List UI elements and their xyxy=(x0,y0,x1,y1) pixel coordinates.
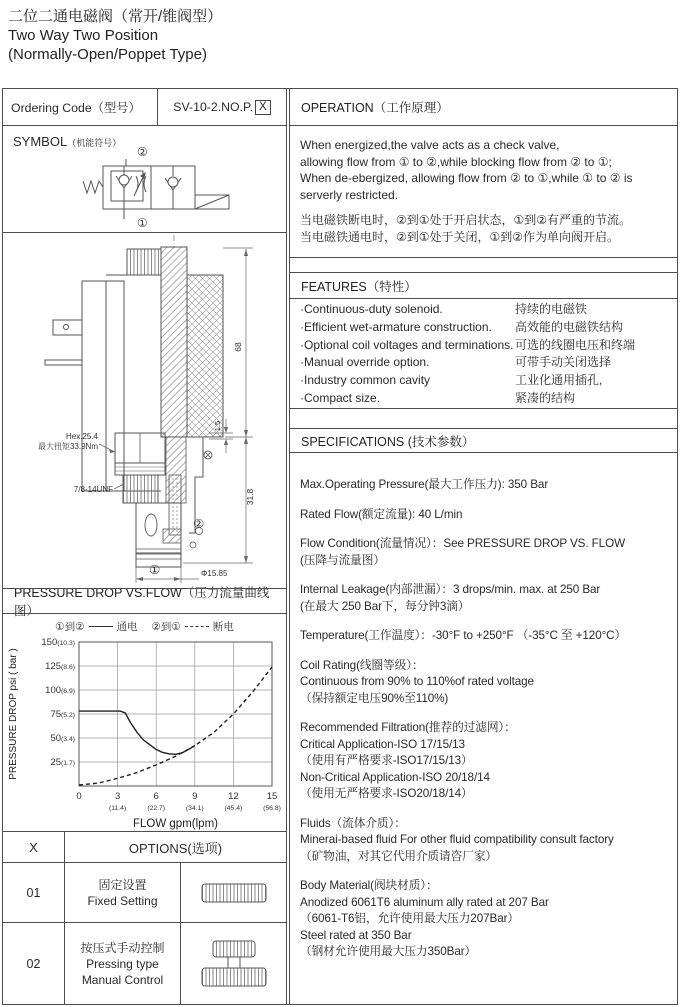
option-row-02 xyxy=(3,923,286,1004)
option-01-code: 01 xyxy=(3,863,65,922)
ordering-code-row xyxy=(3,89,286,126)
operation-line-zh: 当电磁铁断电时，②到①处于开启状态，①到②有严重的节流。 xyxy=(300,213,632,227)
symbol-port-2-label: ② xyxy=(137,145,148,159)
drawing-port-1-label: ① xyxy=(149,563,161,577)
ordering-code-x-box: X xyxy=(255,100,271,115)
spec-paragraph: Max.Operating Pressure(最大工作压力): 350 Bar xyxy=(300,478,549,491)
options-table xyxy=(3,832,286,1004)
feature-item xyxy=(300,390,667,408)
svg-text:0: 0 xyxy=(76,791,82,802)
feature-zh: 可选的线圈电压和终端 xyxy=(515,337,636,352)
left-column xyxy=(3,89,287,1004)
legend-line-swatch xyxy=(185,626,209,627)
features-list xyxy=(290,299,677,409)
feature-item xyxy=(300,319,667,337)
chart-legend xyxy=(3,619,286,634)
valve-cross-section-drawing xyxy=(3,233,286,589)
feature-en: ·Optional coil voltages and terminations. xyxy=(300,337,514,352)
svg-text:125(8.6): 125(8.6) xyxy=(45,661,75,672)
legend-item: ②到① 断电 xyxy=(151,621,234,633)
svg-text:15: 15 xyxy=(266,791,278,802)
spec-paragraph: Fluids（流体介质）： Minerai-based fluid For other fluid compatibility consult factory （矿物油，对其它代用介质请咨厂家） xyxy=(300,816,614,863)
dim-68-label: 68 xyxy=(233,342,243,352)
options-header-row xyxy=(3,832,286,863)
legend-line-swatch xyxy=(89,626,113,627)
drawing-port-2-label: ② xyxy=(193,517,205,531)
option-02-code: 02 xyxy=(3,923,65,1004)
operation-header: OPERATION（工作原理） xyxy=(290,89,677,126)
spec-paragraph: Internal Leakage(内部泄漏）：3 drops/min. max. at 250 Bar (在最大 250 Bar下，每分钟3滴） xyxy=(300,583,601,613)
feature-zh: 工业化通用插孔, xyxy=(515,373,603,388)
spec-paragraph: Body Material(阀块材质）： Anodized 6061T6 aluminum ally rated at 207 Bar （6061-T6铝，允许使用最大压力207Bar） Steel rated at 350 Bar （钢材允许使用最大压力350Bar） xyxy=(300,879,549,958)
option-01-description: 固定设置 Fixed Setting xyxy=(65,863,181,922)
main-table xyxy=(2,88,678,1005)
feature-en: ·Industry common cavity xyxy=(300,373,431,388)
torque-label: 最大扭矩33.9Nm xyxy=(37,442,98,451)
feature-zh: 可带手动关闭选择 xyxy=(515,355,612,370)
feature-zh: 持续的电磁铁 xyxy=(515,302,588,316)
chart-plot-area xyxy=(3,634,286,835)
svg-text:75(5.2): 75(5.2) xyxy=(50,709,75,720)
options-header-x: X xyxy=(3,832,65,862)
svg-text:(22.7): (22.7) xyxy=(147,805,166,812)
feature-en: ·Manual override option. xyxy=(300,355,430,370)
options-header-title: OPTIONS(选项) xyxy=(128,840,223,856)
title-en-1: Two Way Two Position xyxy=(8,27,159,44)
dim-31-8-label: 31.8 xyxy=(245,488,255,506)
feature-item xyxy=(300,301,667,319)
svg-text:150(10.3): 150(10.3) xyxy=(41,637,75,648)
manual-control-knob-icon xyxy=(181,923,286,1004)
spacer-row xyxy=(290,258,677,273)
right-column xyxy=(289,89,677,1004)
svg-text:(56.8): (56.8) xyxy=(263,805,281,812)
spec-paragraph: Temperature(工作温度）：-30°F to +250°F （-35°C 至 +120°C） xyxy=(300,629,627,642)
operation-line: serverly restricted. xyxy=(300,187,399,202)
svg-text:(45.4): (45.4) xyxy=(224,805,243,812)
spec-paragraph: Coil Rating(线圈等级）： Continuous from 90% to 110%of rated voltage （保持额定电压90%至110%) xyxy=(300,658,534,705)
symbol-cell xyxy=(3,126,286,233)
svg-text:(34.1): (34.1) xyxy=(185,805,204,812)
operation-text-zh xyxy=(300,212,667,245)
svg-text:(11.4): (11.4) xyxy=(108,805,127,812)
ordering-code-value: SV-10-2.NO.P. X xyxy=(158,89,286,125)
valve-drawing-cell xyxy=(3,233,286,589)
legend-item: ①到② 通电 xyxy=(55,621,138,633)
chart-section-header: PRESSURE DROP VS.FLOW（压力流量曲线图） xyxy=(3,589,286,614)
feature-zh: 紧凑的结构 xyxy=(515,390,576,405)
svg-text:100(6.9): 100(6.9) xyxy=(45,685,75,696)
svg-text:25(1.7): 25(1.7) xyxy=(50,757,75,768)
specifications-header: SPECIFICATIONS (技术参数） xyxy=(290,429,677,453)
svg-text:6: 6 xyxy=(153,791,159,802)
dim-diameter-label: Φ15.85 xyxy=(201,569,228,578)
operation-line-zh: 当电磁铁通电时，②到①处于关闭，①到②作为单向阀开启。 xyxy=(300,229,620,244)
option-02-description: 按压式手动控制 Pressing type Manual Control xyxy=(65,923,181,1004)
svg-text:3: 3 xyxy=(114,791,121,802)
chart-svg xyxy=(3,634,286,830)
svg-text:FLOW gpm(lpm): FLOW gpm(lpm) xyxy=(133,818,218,830)
svg-text:12: 12 xyxy=(228,791,239,802)
svg-text:PRESSURE DROP psi ( bar ): PRESSURE DROP psi ( bar ) xyxy=(8,648,19,780)
svg-text:50(3.4): 50(3.4) xyxy=(50,733,75,744)
operation-line: allowing flow from ① to ②,while blocking flow from ② to ①; xyxy=(300,154,612,169)
feature-en: ·Efficient wet-armature construction. xyxy=(300,319,492,334)
features-header: FEATURES（特性） xyxy=(290,273,677,299)
symbol-port-1-label: ① xyxy=(137,216,148,230)
spec-paragraph: Flow Condition(流量情况）：See PRESSURE DROP VS. FLOW (压降与流量图） xyxy=(300,537,626,567)
operation-body xyxy=(290,126,677,258)
spec-paragraph: Rated Flow(额定流量): 40 L/min xyxy=(300,507,463,521)
feature-zh: 高效能的电磁铁结构 xyxy=(515,319,624,334)
symbol-label: SYMBOL（机能符号） xyxy=(13,134,122,149)
pressure-flow-chart xyxy=(3,614,286,832)
specifications-body xyxy=(290,453,677,1004)
title-zh: 二位二通电磁阀（常开/锥阀型） xyxy=(8,8,223,25)
feature-item xyxy=(300,354,667,372)
hex-size-label: Hex.25.4 xyxy=(65,432,98,441)
feature-item xyxy=(300,372,667,390)
operation-line: When de-ebergized, allowing flow from ② to ①,while ① to ② is xyxy=(300,171,633,185)
coil-terminals xyxy=(45,320,82,365)
page-title xyxy=(8,7,222,64)
feature-en: ·Compact size. xyxy=(300,390,381,405)
feature-item xyxy=(300,337,667,355)
operation-text-en xyxy=(300,137,667,203)
dim-1-5-label: 1.5 xyxy=(213,420,222,432)
spec-paragraph: Recommended Filtration(推荐的过滤网）： Critical Application-ISO 17/15/13 （使用有严格要求-ISO17/15/13） Non-Critical Application-ISO 20/18/14 （使用无严格要求-ISO20/18/14） xyxy=(300,721,516,800)
operation-line: When energized,the valve acts as a check valve, xyxy=(300,138,560,152)
thread-label: 7/8-14UNF xyxy=(73,485,113,494)
fixed-setting-nut-icon xyxy=(181,863,286,922)
feature-en: ·Continuous-duty solenoid. xyxy=(300,302,443,316)
spacer-row xyxy=(290,409,677,429)
svg-text:9: 9 xyxy=(192,791,198,802)
option-row-01 xyxy=(3,863,286,923)
title-en-2: (Normally-Open/Poppet Type) xyxy=(8,46,207,63)
ordering-code-label: Ordering Code（型号） xyxy=(3,89,158,125)
